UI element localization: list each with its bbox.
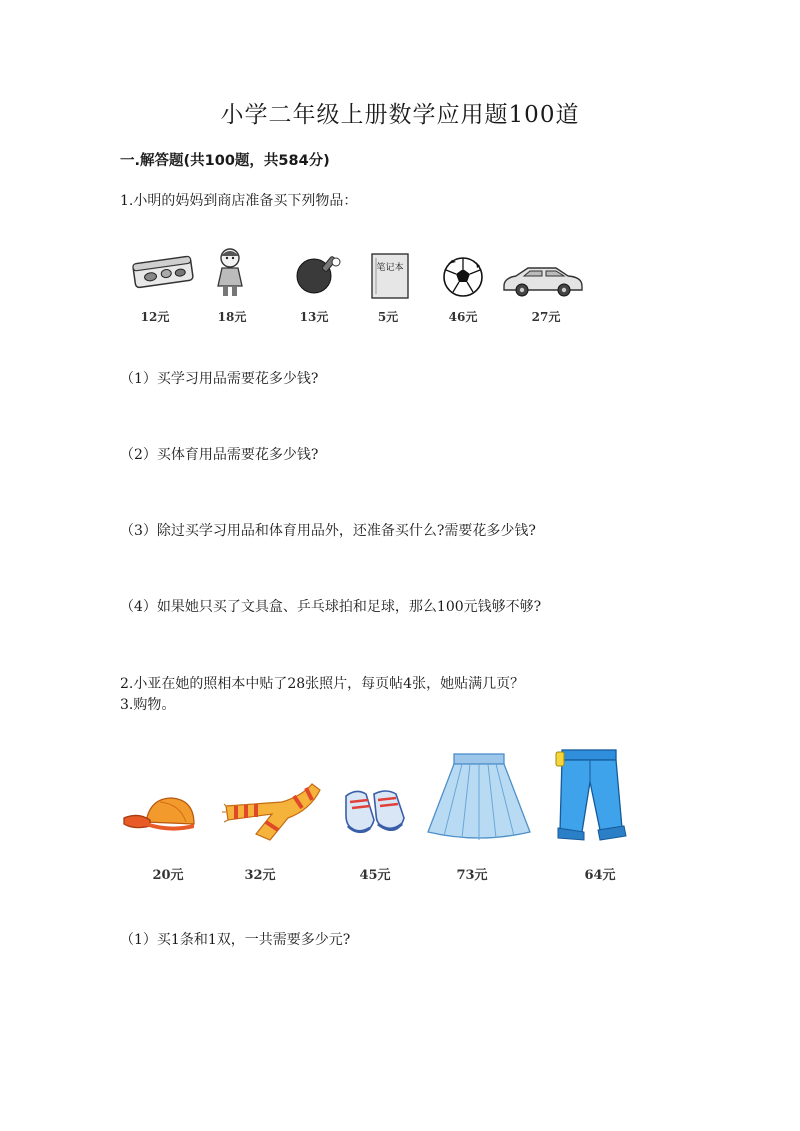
skirt-image (424, 752, 534, 844)
question-1-stem: 1.小明的妈妈到商店准备买下列物品： (120, 193, 358, 209)
item-price-label: 64元 (584, 868, 616, 883)
pants-image (554, 748, 630, 844)
toy-car-image (500, 262, 586, 298)
question-3-stem: 3.购物。 (120, 697, 176, 713)
item-price-label: 13元 (299, 310, 329, 324)
question-2-stem: 2.小亚在她的照相本中贴了28张照片，每页帖4张，她贴满几页？ (120, 676, 525, 692)
sub-question: （1）买1条和1双，一共需要多少元? (120, 932, 351, 948)
item-price-label: 18元 (217, 310, 247, 324)
item-price-label: 27元 (531, 310, 561, 324)
sub-question: （1）买学习用品需要花多少钱? (120, 371, 319, 387)
item-price-label: 32元 (244, 868, 276, 883)
sub-question: （4）如果她只买了文具盒、乒乓球拍和足球，那么100元钱够不够? (120, 599, 542, 615)
soccer-ball-image (442, 256, 484, 298)
item-price-label: 45元 (359, 868, 391, 883)
scarf-image (222, 778, 322, 844)
item-price-label: 20元 (152, 868, 184, 883)
pencil-case-image (130, 250, 196, 294)
section-heading: 一.解答题(共100题，共584分) (120, 153, 330, 169)
sub-question: （2）买体育用品需要花多少钱? (120, 447, 319, 463)
item-price-label: 12元 (140, 310, 170, 324)
item-price-label: 46元 (448, 310, 478, 324)
cap-image (120, 790, 200, 840)
shoes-image (340, 786, 410, 838)
item-price-label: 5元 (377, 310, 399, 324)
notebook-image (368, 250, 412, 300)
notebook-cover-text: 笔记本 (376, 263, 404, 273)
page-title: 小学二年级上册数学应用题100道 (220, 102, 580, 128)
sub-question: （3）除过买学习用品和体育用品外，还准备买什么?需要花多少钱? (120, 523, 536, 539)
item-price-label: 73元 (456, 868, 488, 883)
doll-image (212, 246, 248, 300)
ping-pong-paddle-image (292, 252, 342, 296)
